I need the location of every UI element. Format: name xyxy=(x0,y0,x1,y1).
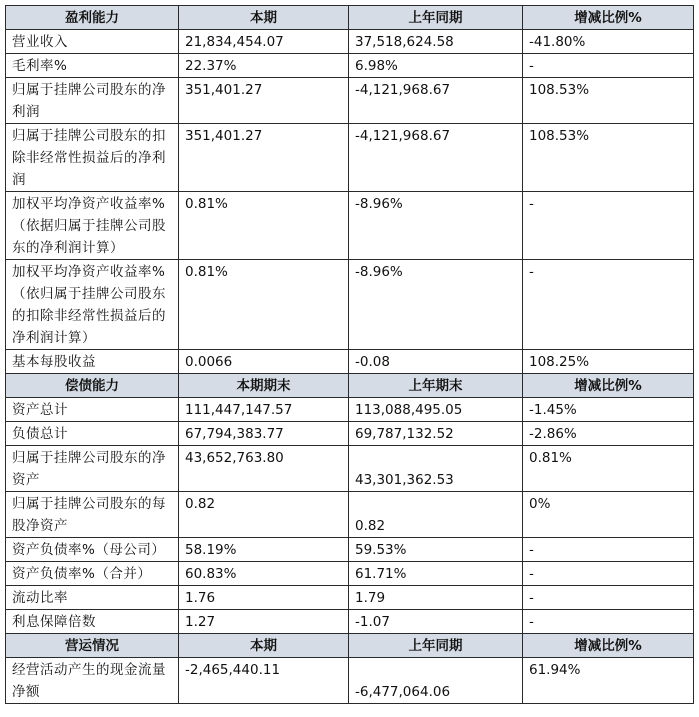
header-cell: 增减比例% xyxy=(523,634,694,658)
value-cell: -1.07 xyxy=(349,610,523,634)
value-cell: -4,121,968.67 xyxy=(349,124,523,192)
value-cell: - xyxy=(523,538,694,562)
section-header-operation xyxy=(6,634,694,658)
value-cell: 43,652,763.80 xyxy=(179,446,349,492)
header-cell: 增减比例% xyxy=(523,6,694,30)
value-cell: - xyxy=(523,562,694,586)
value-cell: 58.19% xyxy=(179,538,349,562)
table-row xyxy=(6,30,694,54)
table-row xyxy=(6,124,694,192)
row-label: 归属于挂牌公司股东的扣除非经常性损益后的净利润 xyxy=(6,124,179,192)
value-cell: - xyxy=(523,586,694,610)
row-label: 加权平均净资产收益率%（依据归属于挂牌公司股东的净利润计算） xyxy=(6,192,179,260)
header-cell: 本期期末 xyxy=(179,374,349,398)
value-cell: -0.08 xyxy=(349,350,523,374)
header-cell: 上年期末 xyxy=(349,374,523,398)
row-label: 流动比率 xyxy=(6,586,179,610)
row-label: 基本每股收益 xyxy=(6,350,179,374)
table-row xyxy=(6,492,694,538)
value-cell: 67,794,383.77 xyxy=(179,422,349,446)
section-header-profitability xyxy=(6,6,694,30)
value-cell: 0.81% xyxy=(523,446,694,492)
header-cell: 本期 xyxy=(179,6,349,30)
row-label: 毛利率% xyxy=(6,54,179,78)
value-cell: 108.53% xyxy=(523,78,694,124)
section-header-solvency xyxy=(6,374,694,398)
value-cell: 111,447,147.57 xyxy=(179,398,349,422)
row-label: 资产负债率%（母公司） xyxy=(6,538,179,562)
value-cell: 108.53% xyxy=(523,124,694,192)
value-cell: 6.98% xyxy=(349,54,523,78)
header-cell: 增减比例% xyxy=(523,374,694,398)
value-cell: 1.76 xyxy=(179,586,349,610)
table-row xyxy=(6,260,694,350)
value-cell: 69,787,132.52 xyxy=(349,422,523,446)
value-cell: -1.45% xyxy=(523,398,694,422)
value-cell: -41.80% xyxy=(523,30,694,54)
table-row xyxy=(6,398,694,422)
row-label: 营业收入 xyxy=(6,30,179,54)
value-cell: 22.37% xyxy=(179,54,349,78)
value-cell: 0% xyxy=(523,492,694,538)
value-cell: - xyxy=(523,260,694,350)
header-cell: 上年同期 xyxy=(349,6,523,30)
value-cell: 351,401.27 xyxy=(179,78,349,124)
header-cell: 本期 xyxy=(179,634,349,658)
value-cell: 0.82 xyxy=(179,492,349,538)
value-cell: -4,121,968.67 xyxy=(349,78,523,124)
table-row xyxy=(6,422,694,446)
header-cell: 偿债能力 xyxy=(6,374,179,398)
value-cell: 0.81% xyxy=(179,260,349,350)
table-row xyxy=(6,192,694,260)
table-row xyxy=(6,350,694,374)
value-cell: 21,834,454.07 xyxy=(179,30,349,54)
header-cell: 盈利能力 xyxy=(6,6,179,30)
header-cell: 营运情况 xyxy=(6,634,179,658)
row-label: 加权平均净资产收益率%（依归属于挂牌公司股东的扣除非经常性损益后的净利润计算） xyxy=(6,260,179,350)
value-cell: - xyxy=(523,192,694,260)
row-label: 归属于挂牌公司股东的净资产 xyxy=(6,446,179,492)
value-cell: 37,518,624.58 xyxy=(349,30,523,54)
value-cell: 113,088,495.05 xyxy=(349,398,523,422)
row-label: 利息保障倍数 xyxy=(6,610,179,634)
value-cell: -6,477,064.06 xyxy=(349,658,523,704)
table-row xyxy=(6,54,694,78)
row-label: 资产总计 xyxy=(6,398,179,422)
value-cell: 61.71% xyxy=(349,562,523,586)
financial-indicators-table xyxy=(5,5,694,704)
value-cell: 0.0066 xyxy=(179,350,349,374)
value-cell: 59.53% xyxy=(349,538,523,562)
table-row xyxy=(6,586,694,610)
value-cell: 0.81% xyxy=(179,192,349,260)
table-row xyxy=(6,538,694,562)
value-cell: - xyxy=(523,54,694,78)
value-cell: -8.96% xyxy=(349,192,523,260)
value-cell: 1.27 xyxy=(179,610,349,634)
value-cell: 60.83% xyxy=(179,562,349,586)
table-row xyxy=(6,78,694,124)
row-label: 归属于挂牌公司股东的每股净资产 xyxy=(6,492,179,538)
value-cell: - xyxy=(523,610,694,634)
table-row xyxy=(6,446,694,492)
row-label: 归属于挂牌公司股东的净利润 xyxy=(6,78,179,124)
table-row xyxy=(6,610,694,634)
value-cell: 1.79 xyxy=(349,586,523,610)
value-cell: 61.94% xyxy=(523,658,694,704)
row-label: 经营活动产生的现金流量净额 xyxy=(6,658,179,704)
value-cell: 43,301,362.53 xyxy=(349,446,523,492)
header-cell: 上年同期 xyxy=(349,634,523,658)
table-row xyxy=(6,562,694,586)
value-cell: -2.86% xyxy=(523,422,694,446)
value-cell: 351,401.27 xyxy=(179,124,349,192)
row-label: 资产负债率%（合并） xyxy=(6,562,179,586)
value-cell: 0.82 xyxy=(349,492,523,538)
table-row xyxy=(6,658,694,704)
value-cell: -2,465,440.11 xyxy=(179,658,349,704)
value-cell: 108.25% xyxy=(523,350,694,374)
row-label: 负债总计 xyxy=(6,422,179,446)
value-cell: -8.96% xyxy=(349,260,523,350)
